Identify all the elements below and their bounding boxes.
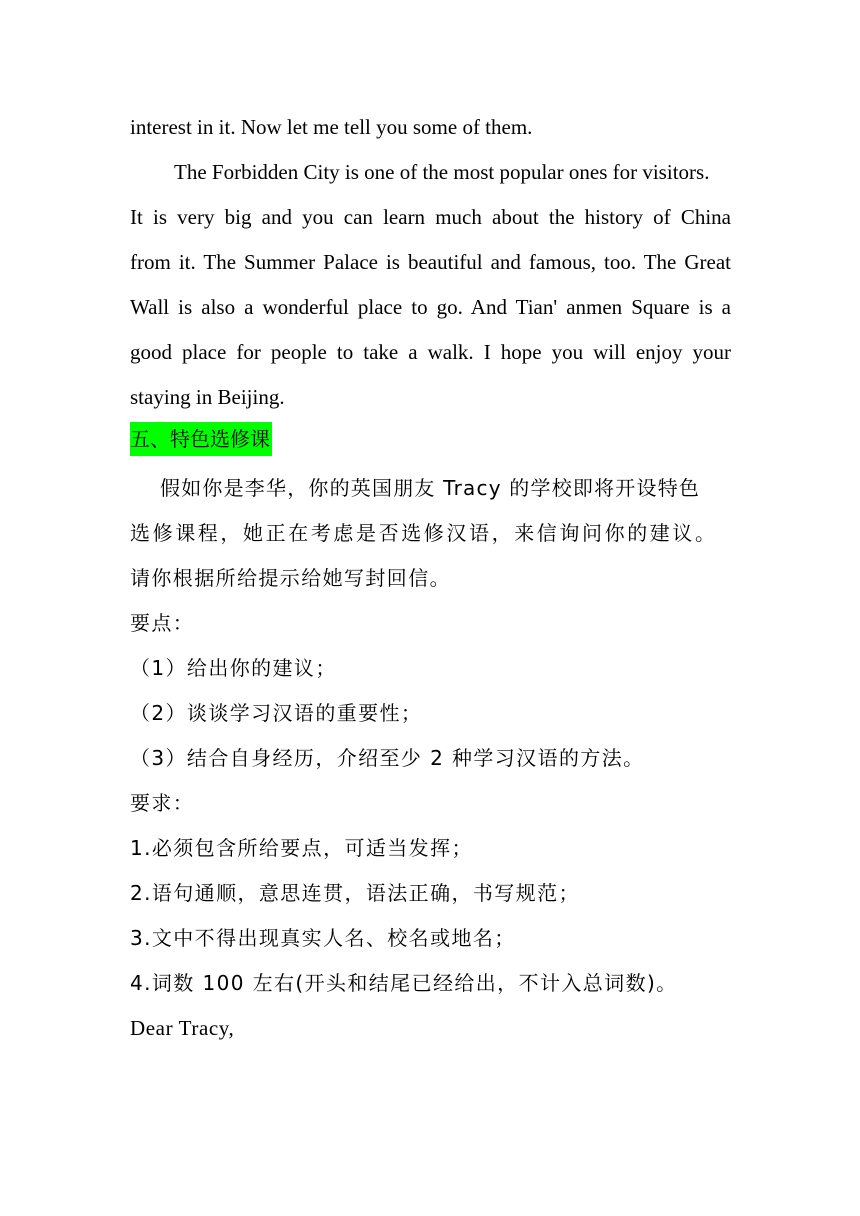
- point-item: （2）谈谈学习汉语的重要性；: [130, 701, 423, 725]
- reading-line: from it. The Summer Palace is beautiful and famous, too. The Great: [130, 250, 731, 274]
- requirement-item: 3.文中不得出现真实人名、校名或地名；: [130, 926, 516, 950]
- reading-line: interest in it. Now let me tell you some of them.: [130, 115, 533, 139]
- reading-line: The Forbidden City is one of the most popular ones for visitors.: [174, 160, 710, 184]
- requirement-item: 1.必须包含所给要点，可适当发挥；: [130, 836, 473, 860]
- requirement-item: 4.词数 100 左右(开头和结尾已经给出，不计入总词数)。: [130, 971, 678, 995]
- prompt-line: 选修课程，她正在考虑是否选修汉语，来信询问你的建议。: [130, 521, 718, 545]
- reading-line: It is very big and you can learn much about the history of China: [130, 205, 731, 229]
- point-item: （3）结合自身经历，介绍至少 2 种学习汉语的方法。: [130, 746, 645, 770]
- prompt-line: 假如你是李华，你的英国朋友 Tracy 的学校即将开设特色: [160, 476, 701, 500]
- reading-line: good place for people to take a walk. I hope you will enjoy your: [130, 340, 731, 364]
- point-item: （1）给出你的建议；: [130, 656, 337, 680]
- reading-line: staying in Beijing.: [130, 385, 285, 409]
- requirement-item: 2.语句通顺，意思连贯，语法正确，书写规范；: [130, 881, 580, 905]
- letter-salutation: Dear Tracy,: [130, 1016, 235, 1040]
- section-heading: 五、特色选修课: [130, 422, 272, 456]
- reading-line: Wall is also a wonderful place to go. And Tian' anmen Square is a: [130, 295, 731, 319]
- requirements-label: 要求：: [130, 791, 195, 815]
- prompt-line: 请你根据所给提示给她写封回信。: [130, 566, 451, 590]
- points-label: 要点：: [130, 611, 195, 635]
